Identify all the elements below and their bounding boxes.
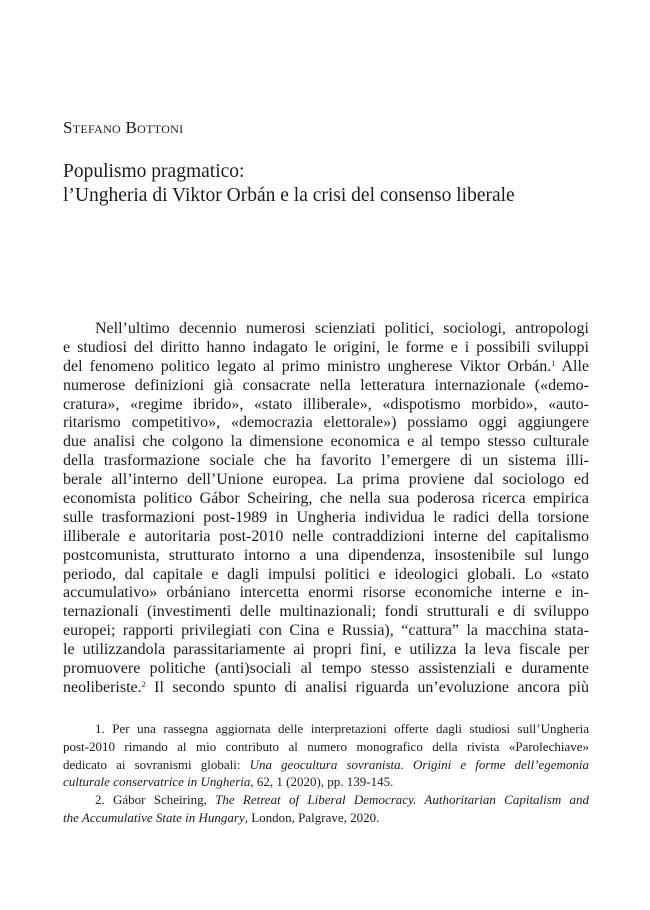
body-line: della trasformazione sociale che ha favorito l’emergere di un sistema illi- [63,452,589,470]
body-line: berale all’interno dell’Unione europea. La prima proviene dal sociologo ed [63,471,589,489]
body-line: due analisi che colgono la dimensione economica e al tempo stesso culturale [63,433,589,451]
title-line-1: Populismo pragmatico: [63,161,245,182]
body-line: e studiosi del diritto hanno indagato le origini, le forme e i possibili sviluppi [63,338,589,356]
footnote-italic-text: The Retreat of Liberal Democracy. Authoritarian Capitalism and [215,792,590,808]
body-line: le utilizzandola parassitariamente ai propri fini, e utilizza la leva fiscale per [63,641,589,659]
footnote-2-line [63,791,589,809]
body-line: ritarismo competitivo», «democrazia elettorale») possiamo oggi aggiungere [63,414,589,432]
footnote-1-line: post-2010 rimando al mio contributo al numero monografico della rivista «Parolechiave» [63,738,589,754]
body-line-text: Il secondo spunto di analisi riguarda un’evoluzione ancora più [154,678,589,696]
body-line: cratura», «regime ibrido», «stato illiberale», «dispotismo morbido», «auto- [63,395,589,413]
body-line-text: del fenomeno politico legato al primo ministro ungherese Viktor Orbán. [63,357,552,375]
body-line: Nell’ultimo decennio numerosi scienziati politici, sociologi, antropologi [95,320,589,337]
article-title [63,160,623,208]
footnote-2-line [63,809,589,827]
footnote-ref-2[interactable]: 2 [141,679,146,689]
footnotes [63,720,589,827]
body-line: sulle trasformazioni post-1989 in Ungheria individua le radici della torsione [63,508,589,526]
body-line: europei; rapporti privilegiati con Cina e Russia), “cattura” la macchina stata- [63,622,589,640]
footnote-1-line [63,773,589,791]
footnote-text: , London, Palgrave, 2020. [244,809,380,825]
author-name: Stefano Bottoni [63,118,184,137]
footnote-italic-text: culturale conservatrice in Ungheria [63,774,251,790]
footnote-italic-text: the Accumulative State in Hungary [63,809,245,825]
body-line: ternazionali (investimenti delle multinazionali; fondi strutturali e di sviluppo [63,603,589,621]
body-line: accumulativo» orbániano intercetta enormi risorse economiche interne e in- [63,584,589,602]
body-line: economista politico Gábor Scheiring, che nella sua poderosa ricerca empirica [63,490,589,508]
footnote-text: 2. Gábor Scheiring, [95,792,216,808]
body-line [63,358,589,377]
title-line-2: l’Ungheria di Viktor Orbán e la crisi del consenso liberale [63,185,515,206]
footnote-ref-1[interactable]: 1 [551,358,556,368]
body-line: illiberale e autoritaria post-2010 nelle contraddizioni interne del capitalismo [63,527,589,545]
footnote-text: dedicato ai sovranismi globali: [63,756,250,772]
body-line [63,679,589,698]
body-line: periodo, dal capitale e dagli impulsi politici e ideologici globali. Lo «stato [63,565,589,583]
body-line-text: neoliberiste. [63,678,142,696]
footnote-1-line: 1. Per una rassegna aggiornata delle interpretazioni offerte dagli studiosi sull’Ungheria [95,721,589,736]
body-line-tail: Alle [561,357,590,375]
footnote-text: , 62, 1 (2020), pp. 139-145. [250,774,394,790]
body-line: promuovere politiche (anti)sociali al tempo stesso assistenziali e duramente [63,660,589,678]
footnote-1-line [63,756,589,774]
body-text [63,320,589,698]
body-line: postcomunista, strutturato intorno a una dipendenza, insostenibile sul lungo [63,546,589,564]
footnote-italic-text: Una geocultura sovranista. Origini e forme dell’egemonia [249,756,589,772]
body-line: numerose definizioni già consacrate nella letteratura internazionale («demo- [63,376,589,394]
